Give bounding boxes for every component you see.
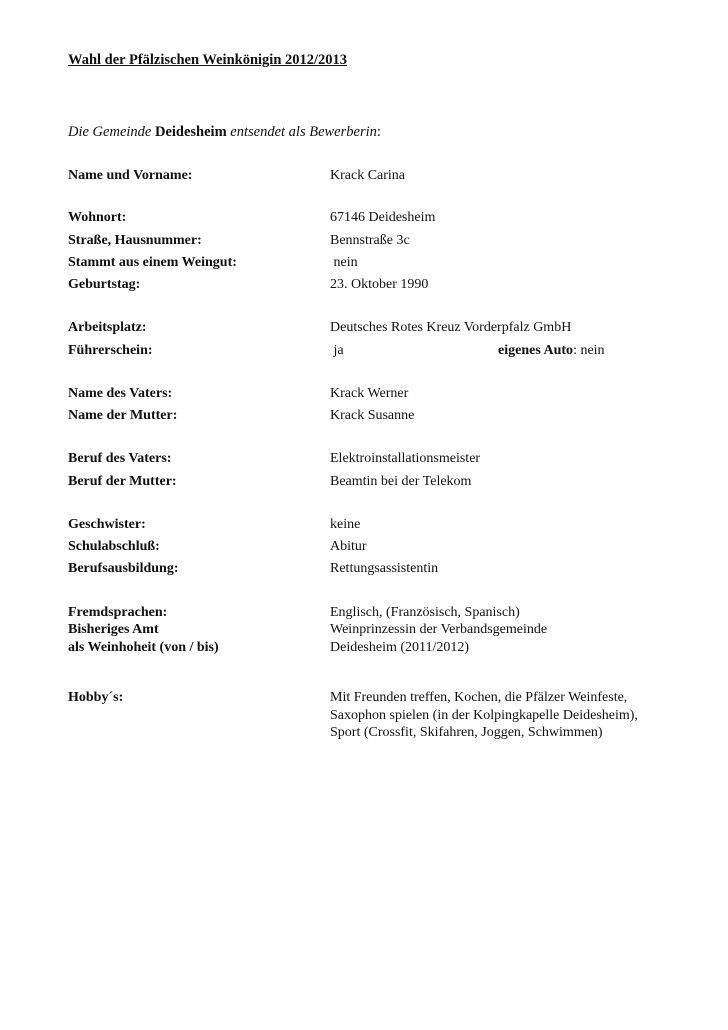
name-label: Name und Vorname:: [68, 168, 193, 183]
intro-suffix: entsendet als Bewerberin: [230, 124, 377, 140]
arbeitsplatz-value: Deutsches Rotes Kreuz Vorderpfalz GmbH: [330, 320, 572, 335]
geburtstag-value: 23. Oktober 1990: [330, 277, 429, 292]
eigenes-auto-label: Auto: [543, 343, 574, 358]
wohnort-label: Wohnort:: [68, 210, 127, 225]
intro-town: Deidesheim: [154, 124, 227, 140]
fremdsprachen-value: Englisch, (Französisch, Spanisch): [330, 605, 520, 620]
beruf-mutter-value: Beamtin bei der Telekom: [330, 474, 472, 489]
amt-label-line1: Bisheriges Amt: [68, 622, 159, 637]
amt-label-line2: als Weinhoheit (von / bis): [68, 640, 219, 655]
vater-label: Name des Vaters:: [68, 386, 173, 401]
berufsausbildung-label: Berufsausbildung:: [68, 561, 179, 576]
document-title: Wahl der Pfälzischen Weinkönigin 2012/2013: [68, 52, 348, 68]
strasse-value: Bennstraße 3c: [330, 233, 410, 248]
intro-colon: :: [376, 124, 381, 140]
geschwister-label: Geschwister:: [68, 517, 146, 532]
amt-value-line2: Deidesheim (2011/2012): [330, 640, 470, 655]
wohnort-value: 67146 Deidesheim: [330, 210, 436, 225]
geschwister-value: keine: [330, 517, 361, 532]
hobbys-label: Hobby´s:: [68, 690, 124, 705]
berufsausbildung-value: Rettungsassistentin: [330, 561, 439, 576]
beruf-vater-value: Elektroinstallationsmeister: [330, 451, 481, 466]
eigenes-auto-value: : nein: [573, 343, 605, 358]
intro-prefix: Die Gemeinde: [68, 124, 152, 140]
strasse-label: Straße, Hausnummer:: [68, 233, 202, 248]
eigenes-auto: [498, 343, 605, 359]
eigenes-auto-prefix: eigenes: [498, 343, 544, 358]
schulabschluss-label: Schulabschluß:: [68, 539, 160, 554]
weingut-label: Stammt aus einem Weingut:: [68, 255, 237, 270]
amt-value-line1: Weinprinzessin der Verbandsgemeinde: [330, 622, 548, 637]
intro-line: [68, 124, 381, 140]
vater-value: Krack Werner: [330, 386, 409, 401]
arbeitsplatz-label: Arbeitsplatz:: [68, 320, 147, 335]
weingut-value: nein: [330, 255, 358, 270]
hobbys-line-2: Saxophon spielen (in der Kolpingkapelle Deidesheim),: [330, 708, 638, 723]
beruf-mutter-label: Beruf der Mutter:: [68, 474, 177, 489]
schulabschluss-value: Abitur: [330, 539, 367, 554]
name-value: Krack Carina: [330, 168, 406, 183]
fremdsprachen-label: Fremdsprachen:: [68, 605, 168, 620]
beruf-vater-label: Beruf des Vaters:: [68, 451, 172, 466]
fuehrerschein-label: Führerschein:: [68, 343, 153, 358]
geburtstag-label: Geburtstag:: [68, 277, 141, 292]
hobbys-line-3: Sport (Crossfit, Skifahren, Joggen, Schwimmen): [330, 725, 603, 740]
mutter-value: Krack Susanne: [330, 408, 415, 423]
mutter-label: Name der Mutter:: [68, 408, 178, 423]
fuehrerschein-value: ja: [330, 343, 344, 358]
hobbys-line-1: Mit Freunden treffen, Kochen, die Pfälzer Weinfeste,: [330, 690, 628, 705]
